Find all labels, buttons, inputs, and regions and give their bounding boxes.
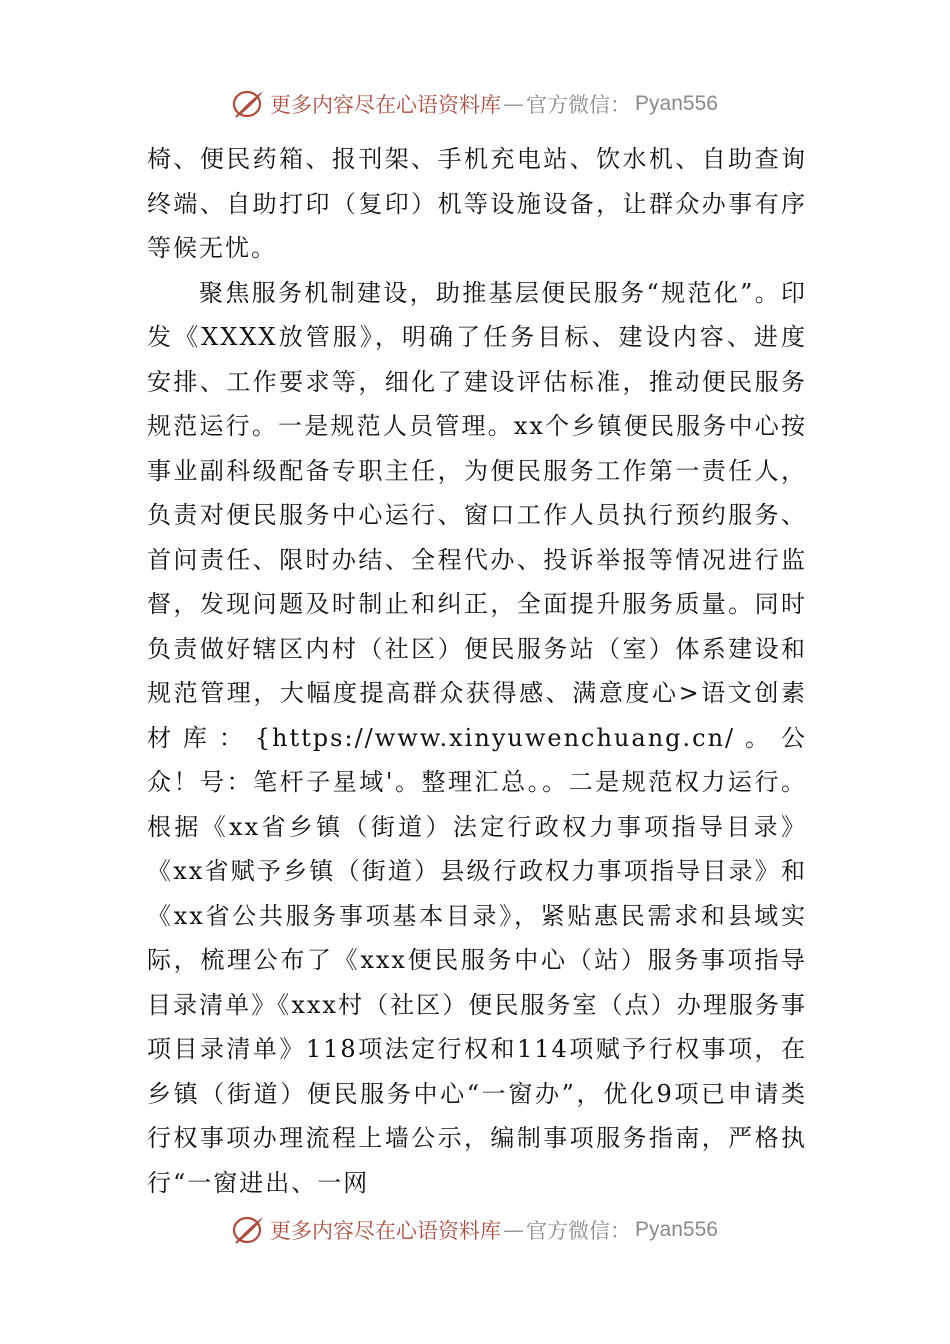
banner-dash: — [503, 1218, 525, 1242]
header-banner [0, 84, 950, 124]
banner-wechat-id: Pyan556 [635, 1218, 718, 1241]
banner-slogan: 更多内容尽在心语资料库 [270, 93, 502, 117]
quill-pen-logo-icon [232, 87, 266, 121]
banner-slogan: 更多内容尽在心语资料库 [270, 1219, 502, 1243]
body-paragraph-2: 聚焦服务机制建设，助推基层便民服务“规范化”。印发《XXXX放管服》，明确了任务目标、建设内容、进度安排、工作要求等，细化了建设评估标准，推动便民服务规范运行。一是规范人员管理。xx个乡镇便民服务中心按事业副科级配备专职主任，为便民服务工作第一责任人，负责对便民服务中心运行、窗口工作人员执行预约服务、首问责任、限时办结、全程代办、投诉举报等情况进行监督，发现问题及时制止和纠正，全面提升服务质量。同时负责做好辖区内村（社区）便民服务站（室）体系建设和规范管理，大幅度提高群众获得感、满意度心>语文创素材库：{https://www.xinyuwenchuang.cn/。公众！号：笔杆子星域'。整理汇总。。二是规范权力运行。根据《xx省乡镇（街道）法定行政权力事项指导目录》《xx省赋予乡镇（街道）县级行政权力事项指导目录》和《xx省公共服务事项基本目录》，紧贴惠民需求和县域实际，梳理公布了《xxx便民服务中心（站）服务事项指导目录清单》《xxx村（社区）便民服务室（点）办理服务事项目录清单》118项法定行权和114项赋予行权事项，在乡镇（街道）便民服务中心“一窗办”，优化9项已申请类行权事项办理流程上墙公示，编制事项服务指南，严格执行“一窗进出、一网 [147, 278, 807, 1197]
body-paragraph-1: 椅、便民药箱、报刊架、手机充电站、饮水机、自助查询终端、自助打印（复印）机等设施设备，让群众办事有序等候无忧。 [147, 145, 807, 262]
banner-wechat-label: 官方微信： [526, 93, 632, 117]
banner-wechat-id: Pyan556 [635, 92, 718, 115]
banner-dash: — [503, 92, 525, 116]
banner-wechat-label: 官方微信： [526, 1219, 632, 1243]
document-body [147, 137, 807, 1205]
quill-pen-logo-icon [232, 1213, 266, 1247]
footer-banner [0, 1210, 950, 1250]
